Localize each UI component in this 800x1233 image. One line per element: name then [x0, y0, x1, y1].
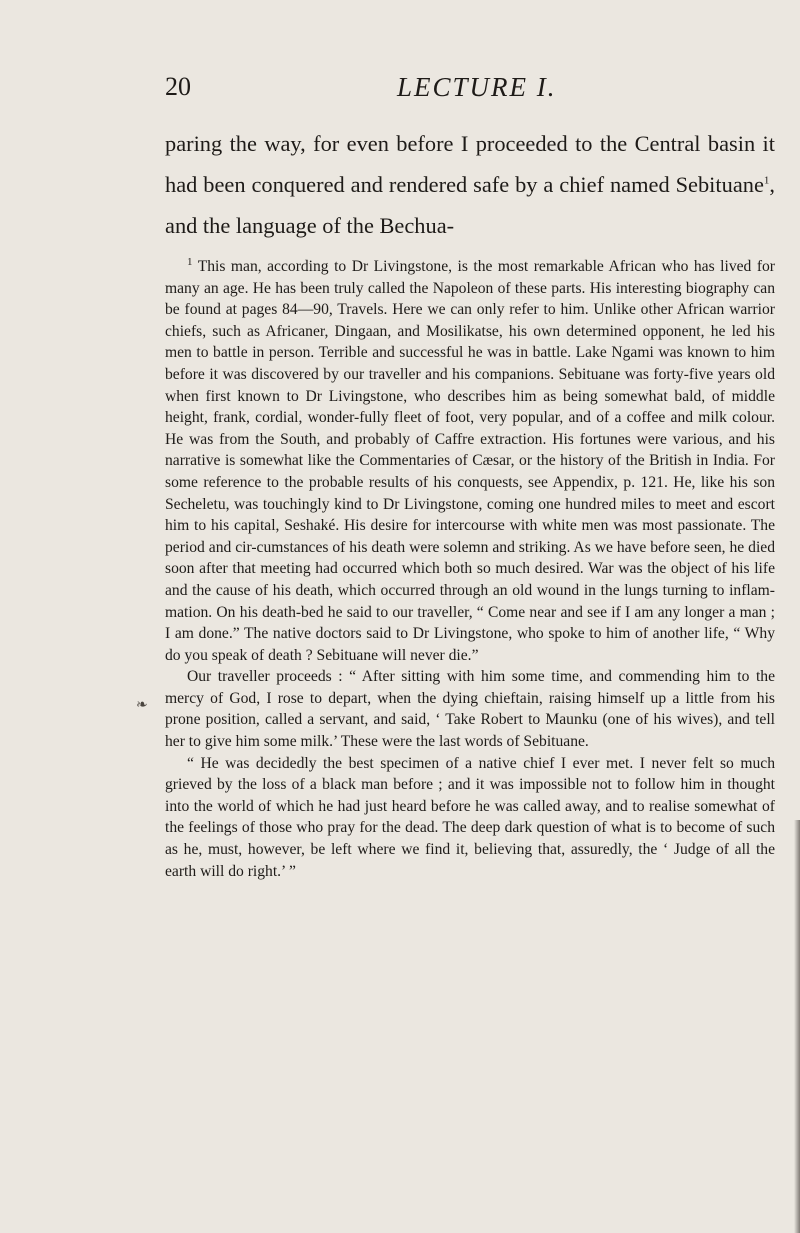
running-head: LECTURE I.: [397, 72, 557, 102]
footnote-paragraph: [165, 256, 775, 666]
main-text-end: , and the language of the Bechua-: [165, 172, 775, 238]
footnote-reference: 1: [763, 174, 770, 187]
footnote-text: This man, according to Dr Livingstone, is the most remarkable African who has lived for many an age. He has been truly called the Napoleon of these parts. His interesting biography can be found at pages 84—90, Travels. Here we can only refer to him. Unlike other African warrior chiefs, such as Africaner, Dingaan, and Mosilikatse, his own determined opponent, he led his men to battle in person. Terrible and successful he was in battle. Lake Ngami was known to him before it was discovered by our traveller and his companions. Sebituane was forty-five years old when first known to Dr Livingstone, who describes him as being somewhat bald, of middle height, frank, cordial, wonder-fully fleet of foot, very popular, and of a coffee and milk colour. He was from the South, and probably of Caffre extraction. His fortunes were various, and his narrative is somewhat like the Commentaries of Cæsar, or the history of the British in India. For some reference to the probable results of his conquests, see Appendix, p. 121. He, like his son Secheletu, was touchingly kind to Dr Livingstone, coming one hundred miles to meet and escort him to his capital, Seshaké. His desire for intercourse with white men was most passionate. The period and cir-cumstances of his death were solemn and striking. As we have before seen, he died soon after that meeting had occurred which both so much desired. War was the object of his life and the cause of his death, which occurred through an old wound in the lungs turning to inflam-mation. On his death-bed he said to our traveller, “ Come near and see if I am any longer a man ; I am done.” The native doctors said to Dr Livingstone, who spoke to him of another life, “ Why do you speak of death ? Sebituane will never die.”: [165, 258, 775, 664]
page-edge-shadow: [794, 820, 800, 1233]
page-header: [165, 72, 725, 108]
main-text: [165, 123, 775, 246]
main-text-start: paring the way, for even before I proceeded to the Central basin it had been conquered and rendered safe by a chief named Sebituane: [165, 131, 775, 197]
footnote-paragraph: Our traveller proceeds : “ After sitting with him some time, and commending him to the mercy of God, I rose to depart, when the dying chieftain, raising himself up a little from his prone position, called a servant, and said, ‘ Take Robert to Maunku (one of his wives), and tell her to give him some milk.’ These were the last words of Sebituane.: [165, 668, 775, 751]
footnote: [165, 256, 775, 882]
main-paragraph: [165, 123, 775, 246]
footnote-paragraph: “ He was decidedly the best specimen of a native chief I ever met. I never felt so much grieved by the loss of a black man before ; and it was impossible not to follow him in thought into the world of which he had just heard before he was called away, and to realise somewhat of the feelings of those who pray for the dead. The deep dark question of what is to become of such as he, must, however, be left where we find it, believing that, assuredly, the ‘ Judge of all the earth will do right.’ ”: [165, 754, 775, 880]
margin-speck: ❧: [136, 697, 148, 713]
footnote-marker: 1: [187, 255, 193, 268]
page-number: 20: [165, 72, 191, 101]
